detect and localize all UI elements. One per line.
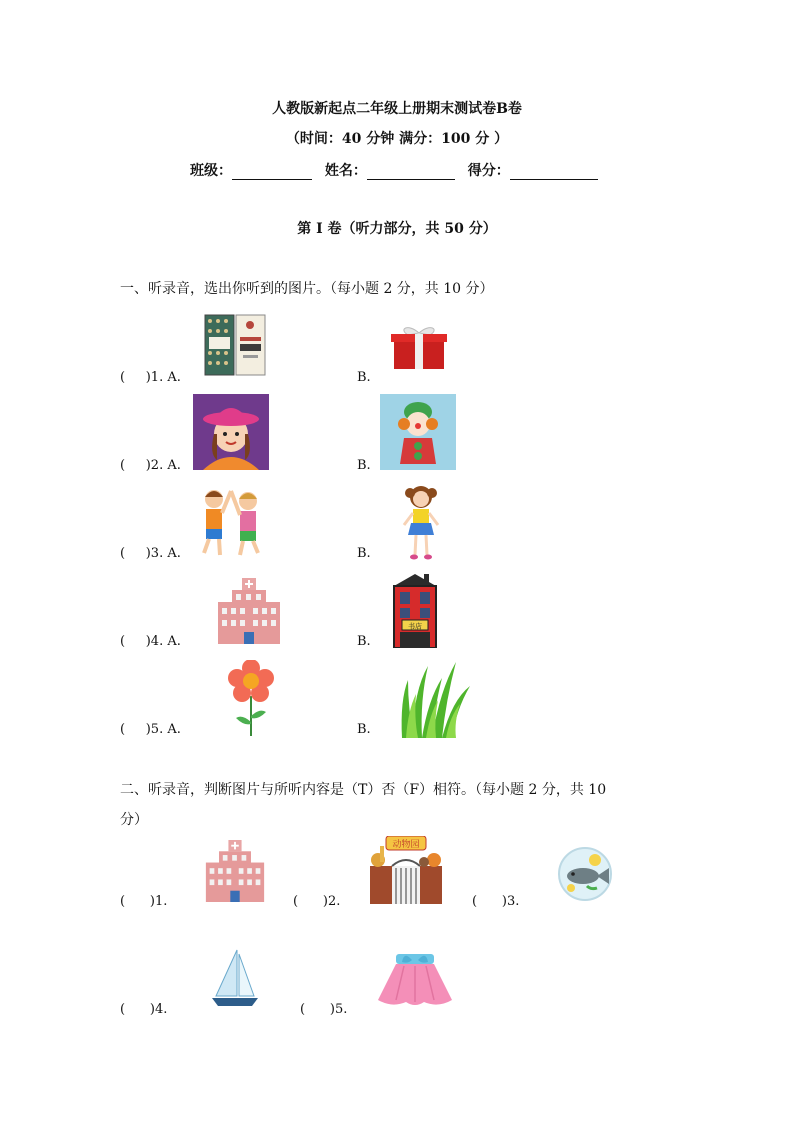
score-field[interactable]: [510, 165, 598, 180]
girl-with-hat-image: [193, 394, 269, 470]
flower-image: [228, 660, 274, 736]
question-4-label: ( )4. A.: [120, 634, 181, 649]
page-subtitle: （时间：40 分钟 满分：100 分 ）: [285, 131, 509, 147]
skirt-image: [376, 952, 454, 1008]
option-b-label: B.: [357, 546, 371, 561]
zoo-sign: 动物园: [392, 840, 420, 850]
gift-box-image: [388, 325, 450, 370]
bookstore-image: [390, 572, 440, 648]
tf-question-4-label: ( )4.: [120, 1002, 168, 1017]
zoo-gate-image: [368, 836, 444, 904]
class-field[interactable]: [232, 165, 312, 180]
little-girl-image: [398, 483, 444, 561]
option-b-label: B.: [357, 634, 371, 649]
question-3-label: ( )3. A.: [120, 546, 181, 561]
part-title: 第 I 卷（听力部分，共 50 分）: [297, 221, 497, 237]
question-5-label: ( )5. A.: [120, 722, 181, 737]
party-card-image: [204, 313, 266, 377]
hospital-image: [216, 578, 282, 644]
score-label: 得分：: [467, 163, 510, 179]
section2-title-line2: 分）: [120, 812, 148, 828]
tf-question-3-label: ( )3.: [472, 894, 520, 909]
name-label: 姓名：: [324, 163, 367, 179]
tf-question-2-label: ( )2.: [293, 894, 341, 909]
grass-image: [398, 660, 472, 738]
tf-question-5-label: ( )5.: [300, 1002, 348, 1017]
info-row: [190, 160, 598, 180]
name-field[interactable]: [367, 165, 455, 180]
question-2-label: ( )2. A.: [120, 458, 181, 473]
hospital-image: [204, 840, 266, 902]
section2-title-line1: 二、听录音，判断图片与所听内容是（T）否（F）相符。（每小题 2 分，共 10: [120, 782, 607, 798]
option-b-label: B.: [357, 722, 371, 737]
question-1-label: ( )1. A.: [120, 370, 181, 385]
sailboat-image: [210, 948, 260, 1008]
option-b-label: B.: [357, 370, 371, 385]
fish-plate-image: [557, 846, 613, 902]
page-title: 人教版新起点二年级上册期末测试卷B卷: [272, 101, 522, 117]
option-b-label: B.: [357, 458, 371, 473]
section1-title: 一、听录音，选出你听到的图片。（每小题 2 分，共 10 分）: [120, 281, 494, 297]
bookstore-sign: 书店: [408, 622, 422, 631]
clown-image: [380, 394, 456, 470]
two-boys-image: [196, 483, 266, 559]
class-label: 班级：: [190, 163, 232, 179]
tf-question-1-label: ( )1.: [120, 894, 168, 909]
